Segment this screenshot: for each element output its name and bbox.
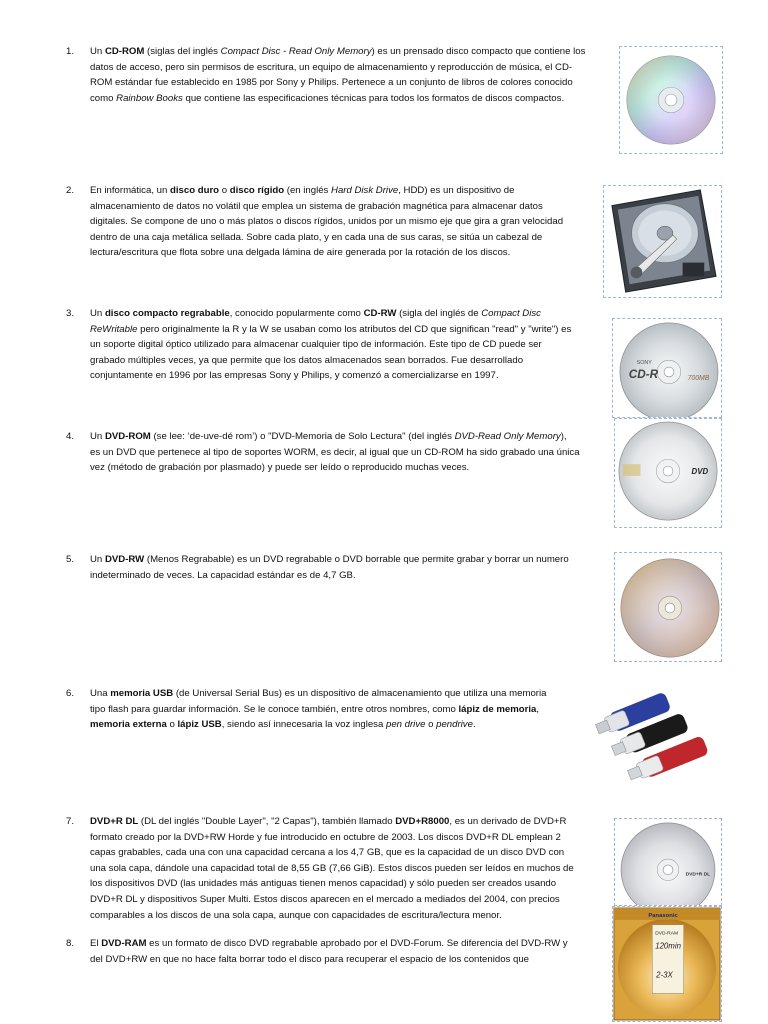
text-line xyxy=(90,552,569,568)
cd-r-capacity-label: 700MB xyxy=(687,374,710,382)
cd-r-image xyxy=(612,318,722,418)
text-run: ReWritable xyxy=(90,323,138,335)
text-run: pero originalmente la R y la W se usaban como los atributos del CD que significan "read" y "write") es xyxy=(137,323,572,335)
text-line xyxy=(90,199,563,215)
cd-r-type-label: CD-R xyxy=(628,367,659,381)
text-line xyxy=(90,702,546,718)
item-number: 8. xyxy=(66,938,75,949)
text-run: ROM estándar fue establecido en 1985 por Sony y Philips. Pertenece a un conjunto de libros de colores conocido xyxy=(90,77,573,89)
text-run: lápiz de memoria xyxy=(458,703,537,715)
text-line xyxy=(90,717,546,733)
item-number: 5. xyxy=(66,554,75,565)
text-run: lápiz USB xyxy=(177,719,222,731)
text-run: (siglas del inglés xyxy=(144,46,221,57)
text-run: Compact Disc - Read Only Memory xyxy=(220,46,372,57)
text-run: DVD-RW xyxy=(104,554,145,565)
text-run: disco rígido xyxy=(229,185,285,196)
text-run: lectura/escritura que flota sobre una delgada lámina de aire generada por la rotación de los discos. xyxy=(90,247,511,259)
text-run: Un xyxy=(90,431,105,442)
text-run: , siendo así innecesaria la voz inglesa xyxy=(221,719,386,731)
text-run: DVD-Read Only Memory xyxy=(454,431,561,442)
text-run: DVD-ROM xyxy=(104,431,151,442)
text-run: Compact Disc xyxy=(481,308,541,319)
text-line xyxy=(90,368,571,384)
item-number: 4. xyxy=(66,431,75,442)
text-line xyxy=(90,337,571,353)
item-text xyxy=(90,44,585,106)
cd-r-brand-label: SONY xyxy=(636,360,652,367)
text-run: conjuntamente en 1996 por las empresas Sony y Philips, y comenzó a comercializarse en 1997. xyxy=(90,370,499,382)
text-run: CD-ROM xyxy=(104,46,145,57)
text-run: Un xyxy=(90,308,105,319)
text-run: Un xyxy=(90,46,105,57)
text-line xyxy=(90,429,580,445)
text-run: que contiene las especificaciones técnicas para todos los formatos de discos compactos. xyxy=(182,92,565,104)
item-text xyxy=(90,552,569,583)
text-run: (de Universal Serial Bus) es un dispositivo de almacenamiento que utiliza una memoria xyxy=(173,688,547,699)
dvd-rw-image xyxy=(614,552,722,662)
text-run: los dispositivos DVD (las unidades más antiguas tienen menos capacidad) y sólo pueden ser creados usando xyxy=(90,878,557,890)
text-line xyxy=(90,876,574,892)
text-run: DVD-RAM xyxy=(101,938,147,949)
text-line xyxy=(90,214,563,230)
text-run: , HDD) es un dispositivo de xyxy=(398,185,515,196)
item-number: 3. xyxy=(66,308,75,319)
dvd-ram-brand-label: Panasonic xyxy=(648,912,678,919)
text-line xyxy=(90,952,568,968)
text-run: , es un derivado de DVD+R xyxy=(449,816,567,827)
text-line xyxy=(90,353,571,369)
dvd-logo-label: DVD xyxy=(691,466,709,476)
text-run: . xyxy=(472,719,476,731)
text-run: tipo flash para guardar información. Se le conoce también, entre otros nombres, como xyxy=(90,703,459,715)
hard-drive-icon xyxy=(604,186,721,297)
text-run: disco compacto regrabable xyxy=(104,308,230,319)
text-run: pendrive xyxy=(436,719,473,731)
usb-drive-icon xyxy=(590,672,718,786)
text-run: vez (método de grabación por plasmado) y puede ser leído o reproducido muchas veces. xyxy=(90,462,470,474)
cd-rom-image xyxy=(619,46,723,154)
dvd-rom-image xyxy=(614,418,722,528)
text-line xyxy=(90,445,580,461)
text-run: pen drive xyxy=(385,719,426,731)
dvd-ram-capacity-label: 120min xyxy=(655,941,681,951)
text-run: DVD+R DL y dispositivos Super Multi. Estos discos aparecen en el mercado a mediados del 2004, con precios xyxy=(90,893,560,905)
text-line xyxy=(90,686,546,702)
text-run: (DL del inglés "Double Layer", "2 Capas"), también llamado xyxy=(138,816,396,827)
text-line xyxy=(90,183,563,199)
text-line xyxy=(90,245,563,261)
item-number: 1. xyxy=(66,46,75,57)
text-run: (sigla del inglés de xyxy=(396,308,482,319)
dvd-dl-logo-label: DVD+R DL xyxy=(685,872,711,878)
dvd-rw-disc-icon xyxy=(615,553,721,661)
text-line xyxy=(90,936,568,952)
text-run: como xyxy=(90,92,117,104)
text-run: es un DVD que pertenece al tipo de soportes WORM, es decir, al igual que un CD-ROM ha sido grabado una única xyxy=(90,446,580,458)
text-line xyxy=(90,44,585,60)
text-line xyxy=(90,814,574,830)
item-number: 7. xyxy=(66,816,75,827)
text-run: memoria USB xyxy=(110,688,174,699)
text-line xyxy=(90,306,571,322)
text-run: una sola capa, dándole una capacidad total de 8,55 GB (7,66 GiB). Estos discos pueden ser leídos en muchos de xyxy=(90,862,574,874)
item-text xyxy=(90,686,546,733)
text-run: datos de acceso, pero sin permisos de escritura, un equipo de almacenamiento y reproducción de música, el CD- xyxy=(90,61,573,73)
text-run: comparables a los discos de una sola capa, aunque con capacidades de escritura/lectura menor. xyxy=(90,909,502,921)
text-run: Hard Disk Drive xyxy=(331,185,399,196)
dvd-ram-type-label: DVD-RAM xyxy=(655,931,679,937)
text-run: Una xyxy=(90,688,111,699)
text-line xyxy=(90,91,585,107)
text-line xyxy=(90,75,585,91)
text-run: (en inglés xyxy=(284,185,332,196)
item-number: 6. xyxy=(66,688,75,699)
text-line xyxy=(90,460,580,476)
hard-disk-image xyxy=(603,185,722,298)
text-run: del DVD+RW en que no hace falta borrar todo el disco para recuperar el espacio de los contenidos que xyxy=(90,953,530,965)
text-run: disco duro xyxy=(170,185,220,196)
text-line xyxy=(90,60,585,76)
item-text xyxy=(90,814,574,923)
text-run: En informática, un xyxy=(90,185,170,196)
text-line xyxy=(90,830,574,846)
text-line xyxy=(90,861,574,877)
text-run: dentro de una caja metálica sellada. Sobre cada plato, y en cada una de sus caras, se sitúa un cabezal de xyxy=(90,231,543,243)
item-text xyxy=(90,183,563,261)
text-run: capas grabables, cada una con una capacidad cercana a los 4,7 GB, que es la capacidad de un disco DVD con xyxy=(90,847,565,859)
text-run: ), xyxy=(560,431,567,442)
text-run: almacenamiento de datos no volátil que emplea un sistema de grabación magnética para almacenar datos xyxy=(90,200,543,212)
text-run: digitales. Se compone de uno o más platos o discos rígidos, unidos por un mismo eje que gira a gran velocidad xyxy=(90,216,564,228)
text-run: DVD+R DL xyxy=(90,816,139,827)
text-line xyxy=(90,908,574,924)
dvd-plus-r-dl-image xyxy=(614,818,722,906)
dvd-ram-cartridge-icon xyxy=(613,907,721,1021)
text-run: El xyxy=(90,938,102,949)
text-run: CD-RW xyxy=(363,308,397,319)
cd-r-disc-icon xyxy=(613,319,721,417)
dvd-ram-speed-label: 2-3X xyxy=(656,970,673,980)
text-line xyxy=(90,892,574,908)
text-run: un soporte digital óptico utilizado para almacenar cualquier tipo de información. Este tipo de CD puede ser xyxy=(90,339,542,351)
text-run: (se lee: ‘de-uve-dé rom’) o "DVD-Memoria de Solo Lectura" (del inglés xyxy=(150,431,455,442)
text-run: o xyxy=(425,719,437,731)
text-run: formato creado por la DVD+RW Horde y fue introducido en octubre de 2003. Los discos DVD+R DL emplean 2 xyxy=(90,831,561,843)
text-run: Un xyxy=(90,554,105,565)
usb-memory-image xyxy=(590,672,718,786)
text-run: Rainbow Books xyxy=(116,92,183,104)
text-run: o xyxy=(219,185,230,196)
cd-disc-icon xyxy=(620,47,722,153)
text-line xyxy=(90,845,574,861)
text-run: , xyxy=(536,703,540,715)
item-text xyxy=(90,936,568,967)
text-line xyxy=(90,230,563,246)
text-run: DVD+R8000 xyxy=(395,816,450,827)
item-text xyxy=(90,429,580,476)
text-run: (Menos Regrabable) es un DVD regrabable o DVD borrable que permite grabar y borrar un numero xyxy=(144,554,569,565)
text-run: grabado múltiples veces, ya que permite que los datos almacenados sean borrados. Fue desarrollado xyxy=(90,354,524,366)
dvd-disc-icon xyxy=(615,419,721,527)
text-run: ) es un prensado disco compacto que contiene los xyxy=(371,46,586,57)
text-line xyxy=(90,568,569,584)
text-run: es un formato de disco DVD regrabable aprobado por el DVD-Forum. Se diferencia del DVD-RW y xyxy=(146,938,568,949)
text-run: o xyxy=(166,719,178,731)
dvd-dl-disc-icon xyxy=(615,819,721,905)
text-run: indeterminado de veces. La capacidad estándar es de 4,7 GB. xyxy=(90,569,356,581)
dvd-ram-image xyxy=(612,906,722,1022)
text-run: memoria externa xyxy=(90,719,167,731)
text-run: , conocido popularmente como xyxy=(229,308,364,319)
item-text xyxy=(90,306,571,384)
text-line xyxy=(90,322,571,338)
item-number: 2. xyxy=(66,185,75,196)
